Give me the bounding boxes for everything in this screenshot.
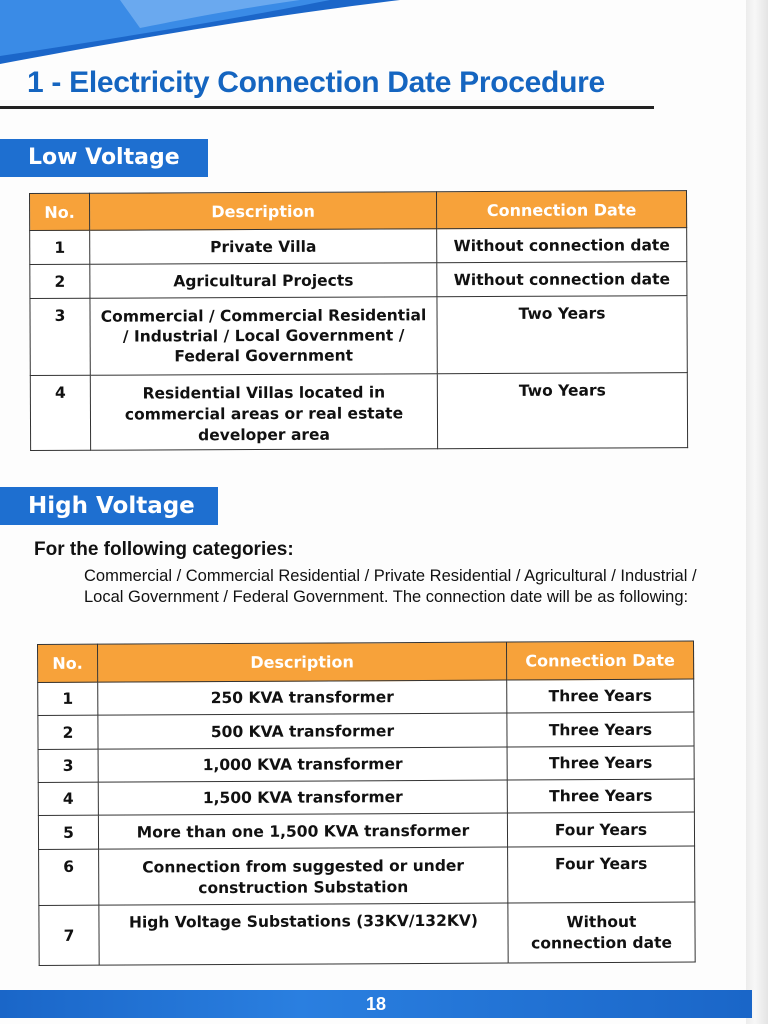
row-connection-date: Two Years [437, 296, 687, 374]
row-connection-date: Without connection date [437, 228, 687, 263]
row-description: 1,500 KVA transformer [98, 780, 507, 815]
column-header-connection-date: Connection Date [436, 191, 686, 229]
row-number: 4 [30, 375, 90, 450]
row-number: 4 [38, 782, 98, 815]
row-number: 2 [38, 715, 98, 749]
column-header-no: No. [38, 644, 98, 682]
row-description: More than one 1,500 KVA transformer [98, 813, 507, 849]
row-description: 1,000 KVA transformer [98, 747, 507, 782]
row-description: Connection from suggested or under construction Substation [99, 847, 508, 905]
column-header-description: Description [98, 642, 507, 682]
row-description: High Voltage Substations (33KV/132KV) [99, 903, 508, 965]
row-connection-date: Four Years [508, 846, 695, 903]
row-description: 500 KVA transformer [98, 713, 507, 749]
table-row [30, 296, 687, 376]
categories-subheading: For the following categories: [34, 539, 294, 560]
row-number: 6 [39, 849, 99, 905]
row-connection-date: Three Years [507, 712, 694, 747]
page-number: 18 [365, 994, 387, 1014]
row-description: Residential Villas located in commercial areas or real estate developer area [90, 374, 437, 451]
categories-paragraph: Commercial / Commercial Residential / Private Residential / Agricultural / Industrial / Local Government / Federal Government. The connection date will be as following: [84, 567, 697, 606]
row-connection-date: Two Years [437, 373, 687, 449]
high-voltage-badge: High Voltage [0, 487, 218, 525]
row-connection-date: Three Years [507, 746, 694, 780]
row-number: 3 [38, 749, 98, 782]
row-connection-date: Four Years [507, 812, 694, 847]
table-row [38, 679, 694, 715]
table-row [30, 373, 687, 451]
column-header-description: Description [90, 192, 437, 231]
row-connection-date: Without connection date [508, 902, 695, 963]
table-header-row [30, 191, 687, 231]
row-connection-date: Without connection date [437, 262, 687, 297]
row-number: 1 [38, 682, 98, 715]
page-edge [746, 0, 768, 1024]
header-swoosh-graphic [0, 0, 400, 70]
high-voltage-table [37, 641, 696, 966]
low-voltage-table [29, 190, 688, 451]
row-description: Commercial / Commercial Residential / Industrial / Local Government / Federal Government [90, 297, 437, 376]
page-title: 1 - Electricity Connection Date Procedure [27, 66, 605, 99]
column-header-no: No. [30, 193, 90, 230]
table-row [38, 746, 694, 782]
column-header-connection-date: Connection Date [506, 641, 693, 680]
row-connection-date: Three Years [507, 679, 694, 713]
table-row [38, 812, 694, 849]
row-number: 2 [30, 264, 90, 298]
table-row [38, 712, 694, 749]
low-voltage-badge: Low Voltage [0, 139, 208, 177]
title-underline [0, 106, 654, 109]
table-header-row [38, 641, 694, 682]
row-number: 1 [30, 230, 90, 264]
table-row [39, 902, 695, 965]
table-row [39, 846, 695, 905]
row-description: 250 KVA transformer [98, 680, 507, 715]
row-number: 5 [38, 815, 98, 849]
table-row [30, 228, 687, 265]
row-description: Private Villa [90, 229, 437, 265]
row-connection-date: Three Years [507, 779, 694, 813]
row-number: 7 [39, 905, 99, 965]
row-number: 3 [30, 298, 90, 375]
table-row [38, 779, 694, 815]
table-row [30, 262, 687, 299]
row-description: Agricultural Projects [90, 263, 437, 299]
